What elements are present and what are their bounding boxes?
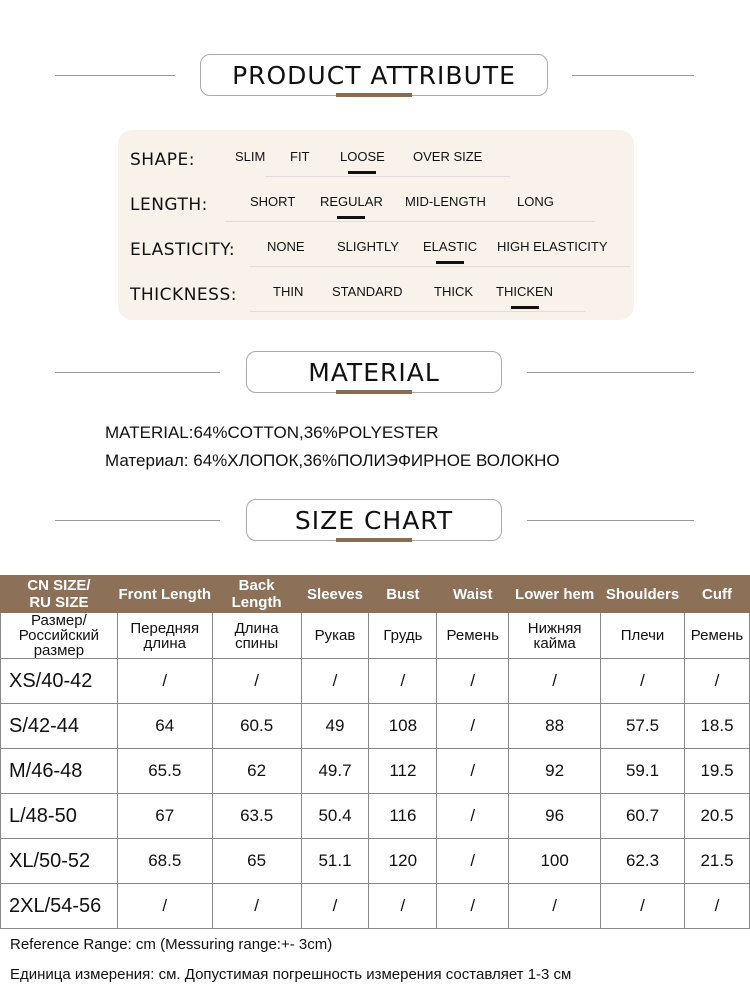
attribute-option: THICK [434,284,473,299]
table-cell: CN SIZE/ RU SIZE [1,576,118,613]
table-cell: Cuff [684,576,749,613]
table-cell: 57.5 [601,704,685,749]
table-cell: Передняя длина [117,613,212,659]
table-cell: / [601,884,685,929]
attribute-option-selected: ELASTIC [423,239,478,254]
attribute-label: SHAPE: [130,150,195,170]
table-cell: / [509,659,601,704]
attribute-row [130,234,630,264]
attribute-panel [118,130,634,320]
table-row [1,884,750,929]
attribute-option: SHORT [250,194,296,209]
table-row [1,704,750,749]
table-cell: / [509,884,601,929]
table-cell: 88 [509,704,601,749]
attribute-option: STANDARD [332,284,403,299]
table-cell: 108 [369,704,437,749]
table-cell: / [437,704,509,749]
table-cell: 60.7 [601,794,685,839]
table-cell: 2XL/54-56 [1,884,118,929]
attribute-option: THIN [273,284,304,299]
table-cell: / [601,659,685,704]
table-cell: Нижняя кайма [509,613,601,659]
table-cell: 60.5 [212,704,301,749]
table-cell: L/48-50 [1,794,118,839]
material-ru-label: Материал: [105,451,189,470]
table-cell: / [212,884,301,929]
attribute-option: FIT [290,149,310,164]
table-cell: 59.1 [601,749,685,794]
material-ru-value: 64%ХЛОПОК,36%ПОЛИЭФИРНОЕ ВОЛОКНО [193,451,560,470]
table-cell: 49 [301,704,369,749]
table-cell: / [117,884,212,929]
table-cell: 116 [369,794,437,839]
table-cell: Ремень [437,613,509,659]
table-cell: Waist [437,576,509,613]
attribute-option: NONE [267,239,305,254]
table-cell: 20.5 [684,794,749,839]
size-chart-title-text: SIZE CHART [294,505,454,535]
table-cell: / [369,659,437,704]
table-cell: 49.7 [301,749,369,794]
table-cell: / [684,884,749,929]
table-cell: 65 [212,839,301,884]
table-cell: XL/50-52 [1,839,118,884]
table-cell: Front Length [117,576,212,613]
table-cell: 50.4 [301,794,369,839]
attribute-option: MID-LENGTH [405,194,486,209]
attribute-option: SLIM [235,149,266,164]
table-cell: Lower hem [509,576,601,613]
material-en-value: 64%COTTON,36%POLYESTER [193,423,439,442]
table-cell: 62.3 [601,839,685,884]
table-cell: 112 [369,749,437,794]
table-cell: 19.5 [684,749,749,794]
table-cell: XS/40-42 [1,659,118,704]
table-cell: / [684,659,749,704]
attribute-label: LENGTH: [130,195,208,215]
table-cell: 18.5 [684,704,749,749]
table-cell: Плечи [601,613,685,659]
table-cell: / [437,794,509,839]
table-cell: 51.1 [301,839,369,884]
footer-reference-en: Reference Range: cm (Messuring range:+- 3cm) [10,936,333,953]
attribute-option: OVER SIZE [413,149,483,164]
table-cell: 100 [509,839,601,884]
table-cell: / [437,839,509,884]
attribute-label: THICKNESS: [130,285,237,305]
material-en [105,423,439,443]
attribute-row [130,279,630,309]
table-cell: / [117,659,212,704]
table-row [1,659,750,704]
table-cell: 63.5 [212,794,301,839]
table-cell: Ремень [684,613,749,659]
attribute-option-selected: LOOSE [340,149,385,164]
table-cell: / [437,749,509,794]
table-row [1,839,750,884]
table-cell: Рукав [301,613,369,659]
footer-reference-ru: Единица измерения: см. Допустимая погрешность измерения составляет 1-3 см [10,966,572,983]
table-cell: 21.5 [684,839,749,884]
attribute-title-text: PRODUCT ATTRIBUTE [232,60,516,90]
table-header-row [1,576,750,613]
table-cell: 68.5 [117,839,212,884]
section-title-attribute [200,54,548,96]
attribute-option-selected: THICKEN [496,284,554,299]
table-cell: 92 [509,749,601,794]
section-title-material [246,351,502,393]
table-cell: M/46-48 [1,749,118,794]
table-cell: Грудь [369,613,437,659]
table-cell: Bust [369,576,437,613]
table-cell: 65.5 [117,749,212,794]
table-cell: 120 [369,839,437,884]
table-cell: Back Length [212,576,301,613]
table-cell: 62 [212,749,301,794]
table-header-ru-row [1,613,750,659]
material-en-label: MATERIAL: [105,423,194,442]
table-cell: Длина спины [212,613,301,659]
attribute-row [130,144,630,174]
attribute-option: HIGH ELASTICITY [497,239,608,254]
attribute-row [130,189,630,219]
table-cell: 67 [117,794,212,839]
attribute-option: SLIGHTLY [337,239,399,254]
table-cell: 96 [509,794,601,839]
table-cell: / [212,659,301,704]
table-cell: S/42-44 [1,704,118,749]
section-title-size-chart [246,499,502,541]
size-chart-table [0,575,750,929]
table-cell: / [369,884,437,929]
table-row [1,794,750,839]
table-cell: / [301,659,369,704]
table-cell: / [301,884,369,929]
material-ru [105,451,560,471]
attribute-label: ELASTICITY: [130,240,236,260]
material-title-text: MATERIAL [308,357,440,387]
table-cell: / [437,884,509,929]
table-cell: Sleeves [301,576,369,613]
table-cell: Shoulders [601,576,685,613]
attribute-option: LONG [517,194,554,209]
table-row [1,749,750,794]
table-cell: 64 [117,704,212,749]
table-cell: / [437,659,509,704]
attribute-option-selected: REGULAR [320,194,383,209]
table-cell: Размер/ Российский размер [1,613,118,659]
